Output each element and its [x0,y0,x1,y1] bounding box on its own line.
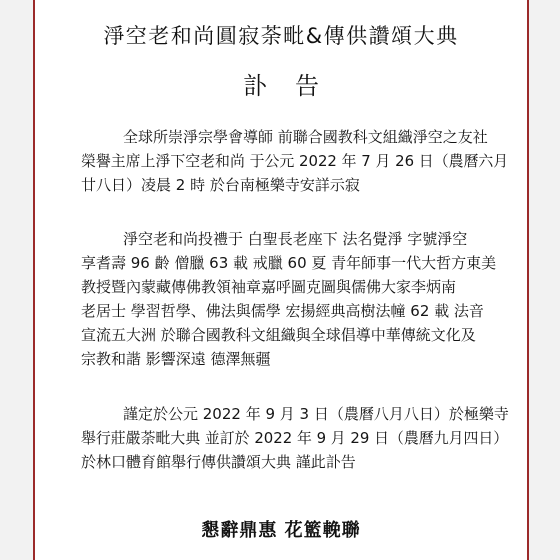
paragraph-line: 教授暨內蒙藏傳佛教領袖章嘉呼圖克圖與儒佛大家李炳南 [81,278,457,296]
paragraph-line: 宗教和諧 影響深遠 德澤無疆 [81,350,271,368]
paragraph-line: 全球所崇淨宗學會導師 前聯合國教科文組織淨空之友社 [123,128,488,146]
paragraph-line: 謹定於公元 2022 年 9 月 3 日（農曆八月八日）於極樂寺 [123,405,509,423]
paragraph-line: 廿八日）凌晨 2 時 於台南極樂寺安詳示寂 [81,176,360,194]
paragraph-1 [81,125,509,197]
paragraph-2 [81,227,509,371]
paragraph-line: 享耆壽 96 齡 僧臘 63 載 戒臘 60 夏 青年師事一代大哲方東美 [81,254,497,272]
obituary-notice [33,0,529,560]
closing-note: 懇辭鼎惠 花籃輓聯 [201,520,361,541]
paragraph-line: 於林口體育館舉行傳供讚頌大典 謹此訃告 [81,453,356,471]
paragraph-line: 舉行莊嚴荼毗大典 並訂於 2022 年 9 月 29 日（農曆九月四日） [81,429,509,447]
paragraph-3 [81,402,509,474]
paragraph-line: 榮譽主席上淨下空老和尚 于公元 2022 年 7 月 26 日（農曆六月 [81,152,509,170]
notice-title: 淨空老和尚圓寂荼毗&傳供讚頌大典 [103,24,459,48]
paragraph-line: 淨空老和尚投禮于 白聖長老座下 法名覺淨 字號淨空 [123,230,468,248]
paragraph-line: 老居士 學習哲學、佛法與儒學 宏揚經典高樹法幢 62 載 法音 [81,302,484,320]
paragraph-line: 宣流五大洲 於聯合國教科文組織與全球倡導中華傳統文化及 [81,326,476,344]
notice-heading: 訃告 [243,72,347,100]
